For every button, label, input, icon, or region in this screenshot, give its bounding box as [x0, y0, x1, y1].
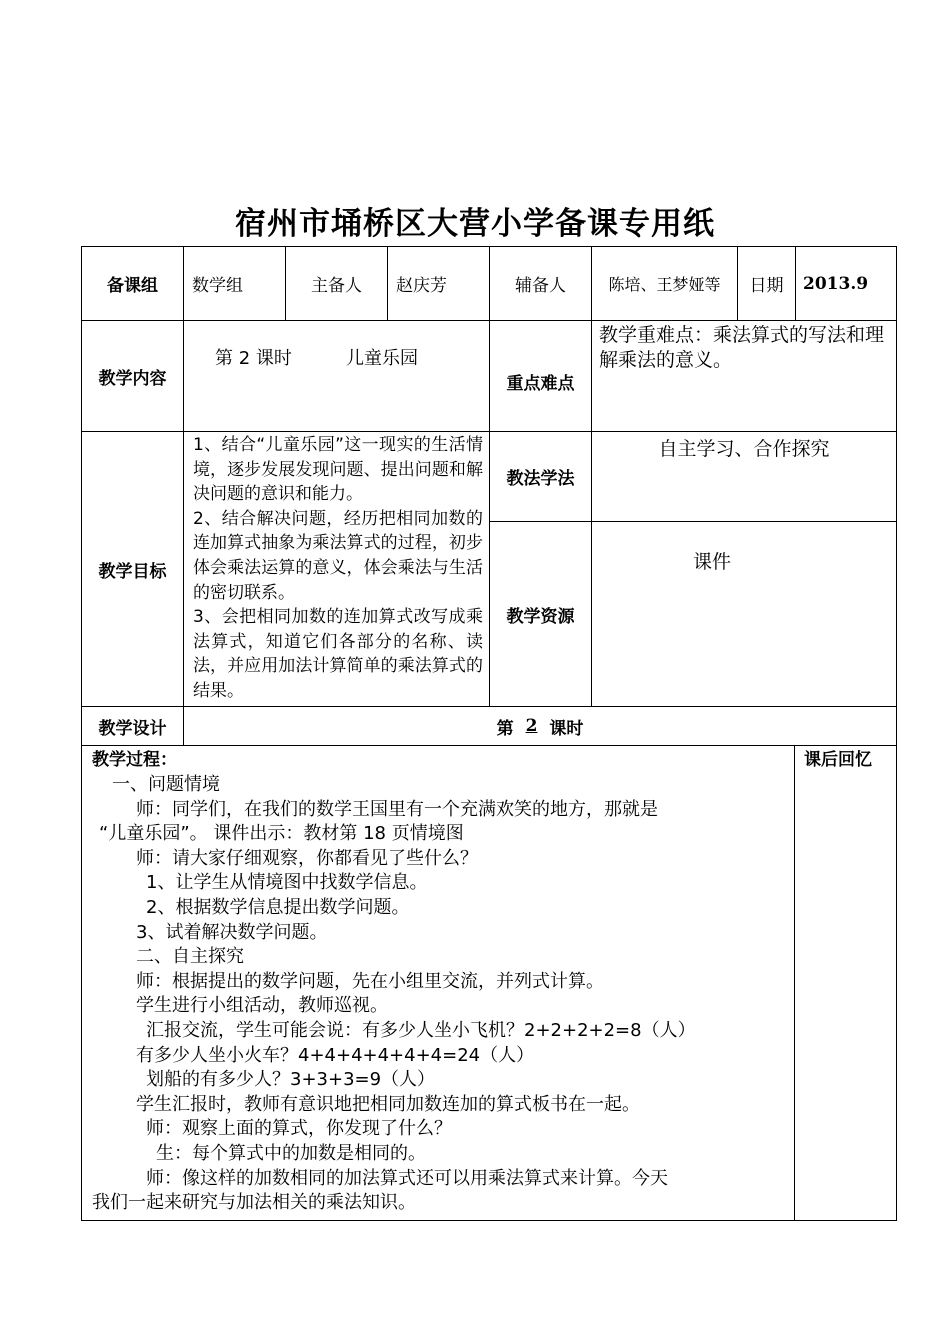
lead-value: 赵庆芳: [396, 276, 447, 296]
goal-item: 2、结合解决问题，经历把相同加数的连加算式抽象为乘法算式的过程，初步体会乘法运算的意义，体会乘法与生活的密切联系。: [193, 508, 483, 603]
resource-label: 教学资源: [506, 606, 575, 627]
process-line: 师：请大家仔细观察，你都看见了些什么？: [136, 847, 478, 869]
process-line: 2、根据数学信息提出数学问题。: [146, 896, 410, 918]
resource-value: 课件: [692, 550, 731, 573]
lead-label: 主备人: [311, 276, 362, 296]
goals-list: [193, 433, 483, 704]
process-line: 学生进行小组活动，教师巡视。: [136, 995, 388, 1017]
group-label: 备课组: [107, 276, 158, 296]
process-line: 3、试着解决数学问题。: [136, 921, 328, 943]
lesson-number: 第 2 课时: [215, 348, 292, 369]
key-points-value: 教学重难点：乘法算式的写法和理解乘法的意义。: [599, 324, 885, 371]
goal-item: 1、结合“儿童乐园”这一现实的生活情境，逐步发展发现问题、提出问题和解决问题的意识和能力。: [193, 435, 483, 505]
process-heading: 教学过程：: [92, 750, 177, 770]
design-lesson-number: 2: [525, 716, 538, 736]
process-line: 一、问题情境: [112, 774, 220, 795]
process-line: 划船的有多少人？3+3+3=9（人）: [146, 1069, 436, 1091]
process-line: 学生汇报时，教师有意识地把相同加数连加的算式板书在一起。: [136, 1093, 640, 1115]
content-label: 教学内容: [98, 368, 167, 389]
method-label: 教法学法: [506, 469, 575, 489]
design-lesson-suffix: 课时: [549, 718, 584, 739]
process-line: 师：根据提出的数学问题，先在小组里交流，并列式计算。: [136, 970, 604, 992]
review-label: 课后回忆: [804, 750, 872, 770]
process-line: 我们一起来研究与加法相关的乘法知识。: [92, 1192, 416, 1214]
design-lesson-prefix: 第: [496, 718, 514, 739]
lesson-topic: 儿童乐园: [346, 348, 418, 369]
page-title: 宿州市埇桥区大营小学备课专用纸: [235, 206, 715, 242]
process-line: 生：每个算式中的加数是相同的。: [156, 1142, 426, 1164]
date-label: 日期: [749, 276, 784, 296]
process-line: 二、自主探究: [136, 946, 244, 968]
process-line: “儿童乐园”。 课件出示：教材第 18 页情境图: [99, 823, 464, 845]
process-line: 师：观察上面的算式，你发现了什么？: [146, 1118, 452, 1140]
process-line: 师：像这样的加数相同的加法算式还可以用乘法算式来计算。今天: [146, 1167, 668, 1189]
design-lesson: [184, 707, 896, 745]
process-line: 汇报交流，学生可能会说：有多少人坐小飞机？2+2+2+2=8（人）: [146, 1019, 696, 1041]
design-label: 教学设计: [98, 718, 167, 739]
method-value: 自主学习、合作探究: [658, 437, 830, 460]
key-points-label: 重点难点: [506, 373, 575, 394]
assist-value: 陈培、王梦娅等: [608, 275, 721, 294]
process-line: 有多少人坐小火车？4+4+4+4+4+4=24（人）: [136, 1044, 535, 1066]
process-line: 1、让学生从情境图中找数学信息。: [146, 872, 428, 894]
process-line: 师：同学们，在我们的数学王国里有一个充满欢笑的地方，那就是: [136, 798, 658, 820]
process-body: [92, 773, 792, 1216]
group-value: 数学组: [192, 276, 243, 296]
date-value: 2013.9: [803, 273, 869, 294]
assist-label: 辅备人: [515, 276, 566, 296]
goals-label: 教学目标: [98, 561, 167, 582]
goal-item: 3、会把相同加数的连加算式改写成乘法算式，知道它们各部分的名称、读法，并应用加法计算简单的乘法算式的结果。: [193, 607, 483, 701]
